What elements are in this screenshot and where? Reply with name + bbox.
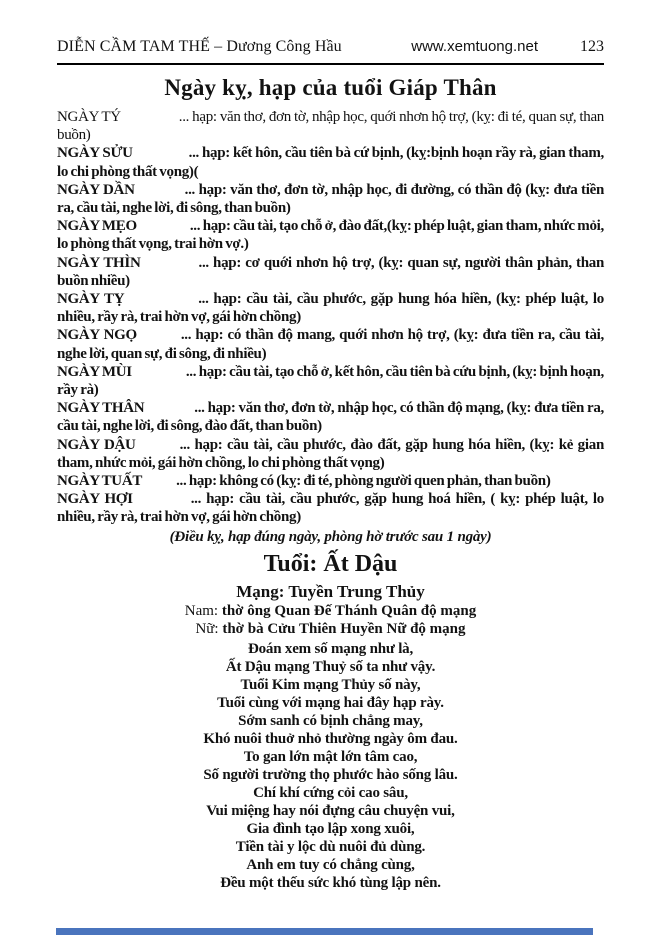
website-link[interactable]: www.xemtuong.net	[411, 38, 538, 55]
nam-text: thờ ông Quan Đế Thánh Quân độ mạng	[218, 602, 477, 619]
poem-line: Ất Dậu mạng Thuỷ số ta như vậy.	[225, 658, 436, 675]
day-entry-thin	[57, 254, 604, 290]
poem-line: Gia đình tạo lập xong xuôi,	[246, 820, 415, 837]
poem-line: Anh em tuy có chẳng cùng,	[246, 856, 415, 873]
day-entry-suu	[57, 144, 604, 180]
tab-gap	[132, 375, 186, 376]
book-title: DIỄN CẦM TAM THẾ – Dương Công Hầu	[57, 38, 342, 55]
day-entry-mui	[57, 363, 604, 399]
poem-line: Khó nuôi thuở nhỏ thường ngày ôm đau.	[203, 730, 458, 747]
nu-prefix: Nữ:	[195, 621, 219, 638]
day-entry-dan	[57, 181, 604, 217]
day-text: ... hạp: có thần độ mang, quới nhơn hộ trợ, (kỵ: đưa tiền ra, cầu tài, nghe lời, quan sự, đi sông, đi nhiều)	[57, 327, 604, 362]
poem-line: Số người trường thọ phước hào sống lâu.	[203, 766, 458, 783]
tab-gap	[133, 156, 189, 157]
day-label: NGÀY DẦN	[57, 181, 135, 198]
tab-gap	[121, 120, 179, 121]
day-text: ... hạp: cơ quới nhơn hộ trợ, (kỵ: quan sự, người thân phản, than buồn nhiều)	[57, 254, 604, 289]
tab-gap	[137, 229, 190, 230]
poem-line: Tuổi cùng với mạng hai đây hạp rày.	[217, 694, 444, 711]
section-title-ngay-ky-hap: Ngày kỵ, hạp của tuổi Giáp Thân	[164, 75, 497, 100]
timing-note: (Điều kỵ, hạp đúng ngày, phòng hờ trước sau 1 ngày)	[169, 528, 492, 545]
poem-line: Đoán xem số mạng như là,	[247, 640, 414, 657]
day-label: NGÀY MẸO	[57, 218, 137, 235]
day-entries	[57, 108, 604, 527]
day-entry-dau	[57, 436, 604, 472]
day-label: NGÀY SỬU	[57, 145, 133, 162]
day-entry-ngo	[57, 326, 604, 362]
day-entry-tỵ	[57, 290, 604, 326]
tab-gap	[141, 266, 199, 267]
day-label: NGÀY HỢI	[57, 491, 133, 508]
tab-gap	[133, 502, 191, 503]
tab-gap	[124, 302, 198, 303]
day-entry-tuat	[57, 472, 604, 490]
day-label: NGÀY TUẤT	[57, 473, 143, 490]
tab-gap	[136, 448, 180, 449]
mang-line: Mạng: Tuyền Trung Thủy	[236, 581, 425, 601]
day-label: NGÀY NGỌ	[57, 327, 137, 344]
section-title-tuoi-at-dau: Tuổi: Ất Dậu	[263, 550, 398, 577]
page-header	[57, 38, 604, 65]
day-label: NGÀY DẬU	[57, 436, 136, 453]
bottom-blue-bar	[56, 928, 593, 935]
day-label: NGÀY THÌN	[57, 254, 141, 271]
day-text: ... hạp: cầu tài, tạo chỗ ở, đào đất,(kỵ: phép luật, gian tham, nhức mỏi, lo phòng thất vọng, trai hờn vợ.)	[57, 218, 605, 253]
poem-line: Đều một thếu sức khó tùng lập nên.	[220, 874, 441, 891]
day-text: ... hạp: cầu tài, cầu phước, đào đất, gặp hung hóa hiền, (kỵ: kẻ gian tham, nhức mỏi, gái hờn chồng, lo chi phòng thất vọng)	[57, 436, 604, 471]
worship-line-nam	[57, 602, 604, 621]
day-text: ... hạp: văn thơ, đơn tờ, nhập học, có thần độ mạng, (kỵ: đưa tiền ra, cầu tài, nghe lời, đi sông, đào đất, than buồn)	[57, 400, 604, 435]
day-entry-meo	[57, 217, 604, 253]
tab-gap	[142, 484, 176, 485]
worship-line-nu	[57, 620, 604, 639]
day-text: ... hạp: kết hôn, cầu tiên bà cứ bịnh, (kỵ:bịnh hoạn rầy rà, gian tham, lo chi phòng thất vọng)(	[57, 145, 604, 180]
day-text: ... hạp: không có (kỵ: đi té, phòng người quen phản, than buồn)	[176, 473, 551, 490]
poem-line: Tiền tài y lộc dù nuôi đủ dùng.	[235, 838, 426, 855]
tab-gap	[137, 338, 181, 339]
nam-prefix: Nam:	[184, 602, 219, 619]
tab-gap	[135, 193, 185, 194]
nu-text: thờ bà Cửu Thiên Huyền Nữ độ mạng	[218, 621, 466, 638]
day-text: ... hạp: văn thơ, đơn tờ, nhập học, quới nhơn hộ trợ, (kỵ: đi té, quan sự, than buồn)	[57, 109, 604, 144]
poem-line: To gan lớn mật lớn tâm cao,	[243, 748, 418, 765]
day-text: ... hạp: văn thơ, đơn tờ, nhập học, đi đường, có thần độ (kỵ: đưa tiền ra, cầu tài, nghe lời, đi sông, than buồn)	[57, 181, 604, 217]
day-label: NGÀY TỴ	[57, 291, 125, 308]
header-right	[411, 38, 604, 56]
day-label: NGÀY TÝ	[57, 109, 121, 125]
fortune-poem	[57, 640, 604, 892]
day-text: ... hạp: cầu tài, cầu phước, gặp hung hoá hiền, ( kỵ: phép luật, lo nhiều, rầy rà, trai hờn vợ, gái hờn chồng)	[57, 491, 604, 526]
day-entry-hoi	[57, 490, 604, 526]
day-label: NGÀY MÙI	[57, 363, 132, 380]
poem-line: Chí khí cứng cỏi cao sâu,	[253, 784, 408, 801]
day-text: ... hạp: cầu tài, cầu phước, gặp hung hóa hiền, (kỵ: phép luật, lo nhiều, rầy rà, trai hờn vợ, gái hờn chồng)	[57, 291, 605, 326]
day-text: ... hạp: cầu tài, tạo chỗ ở, kết hôn, cầu tiên bà cứu bịnh, (kỵ: bịnh hoạn, rầy rà)	[57, 363, 604, 399]
day-entry-than	[57, 399, 604, 435]
poem-line: Sớm sanh có bịnh chẳng may,	[238, 712, 423, 729]
poem-line: Tuổi Kim mạng Thủy số này,	[240, 676, 421, 693]
day-label: NGÀY THÂN	[57, 400, 145, 417]
page-number: 123	[580, 38, 604, 55]
day-entry-ty	[57, 108, 604, 144]
tab-gap	[144, 411, 194, 412]
poem-line: Vui miệng hay nói đựng câu chuyện vui,	[206, 802, 455, 819]
